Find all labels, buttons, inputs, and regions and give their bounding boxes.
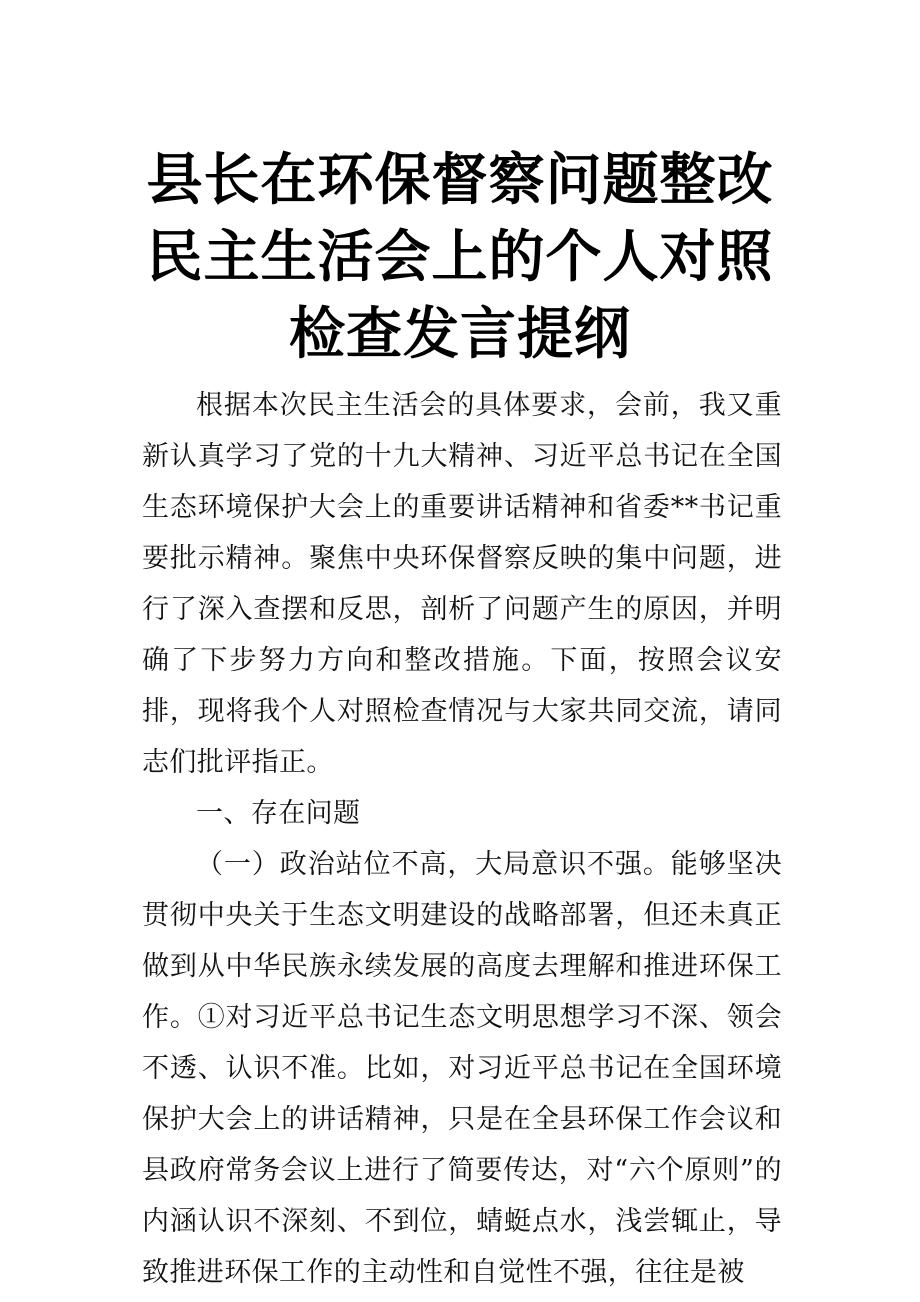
title-line-2: 民主生活会上的个人对照 bbox=[146, 225, 774, 290]
section-heading-problems: 一、存在问题 bbox=[196, 798, 361, 829]
document-body bbox=[142, 380, 782, 1298]
title-line-1: 县长在环保督察问题整改 bbox=[146, 148, 774, 213]
problem-paragraph-1: （一）政治站位不高，大局意识不强。能够坚决贯彻中央关于生态文明建设的战略部署，但还未真正做到从中华民族永续发展的高度去理解和推进环保工作。①对习近平总书记生态文明思想学习不深、领会不透、认识不准。比如，对习近平总书记在全国环境保护大会上的讲话精神，只是在全县环保工作会议和县政府常务会议上进行了简要传达，对“六个原则”的内涵认识不深刻、不到位，蜻蜓点水，浅尝辄止，导致推进环保工作的主动性和自觉性不强，往往是被 bbox=[142, 849, 782, 1288]
title-line-3: 检查发言提纲 bbox=[289, 302, 631, 367]
intro-paragraph: 根据本次民主生活会的具体要求，会前，我又重新认真学习了党的十九大精神、习近平总书记在全国生态环境保护大会上的重要讲话精神和省委**书记重要批示精神。聚焦中央环保督察反映的集中问题，进行了深入查摆和反思，剖析了问题产生的原因，并明确了下步努力方向和整改措施。下面，按照会议安排，现将我个人对照检查情况与大家共同交流，请同志们批评指正。 bbox=[142, 390, 782, 778]
document-title bbox=[120, 142, 800, 373]
